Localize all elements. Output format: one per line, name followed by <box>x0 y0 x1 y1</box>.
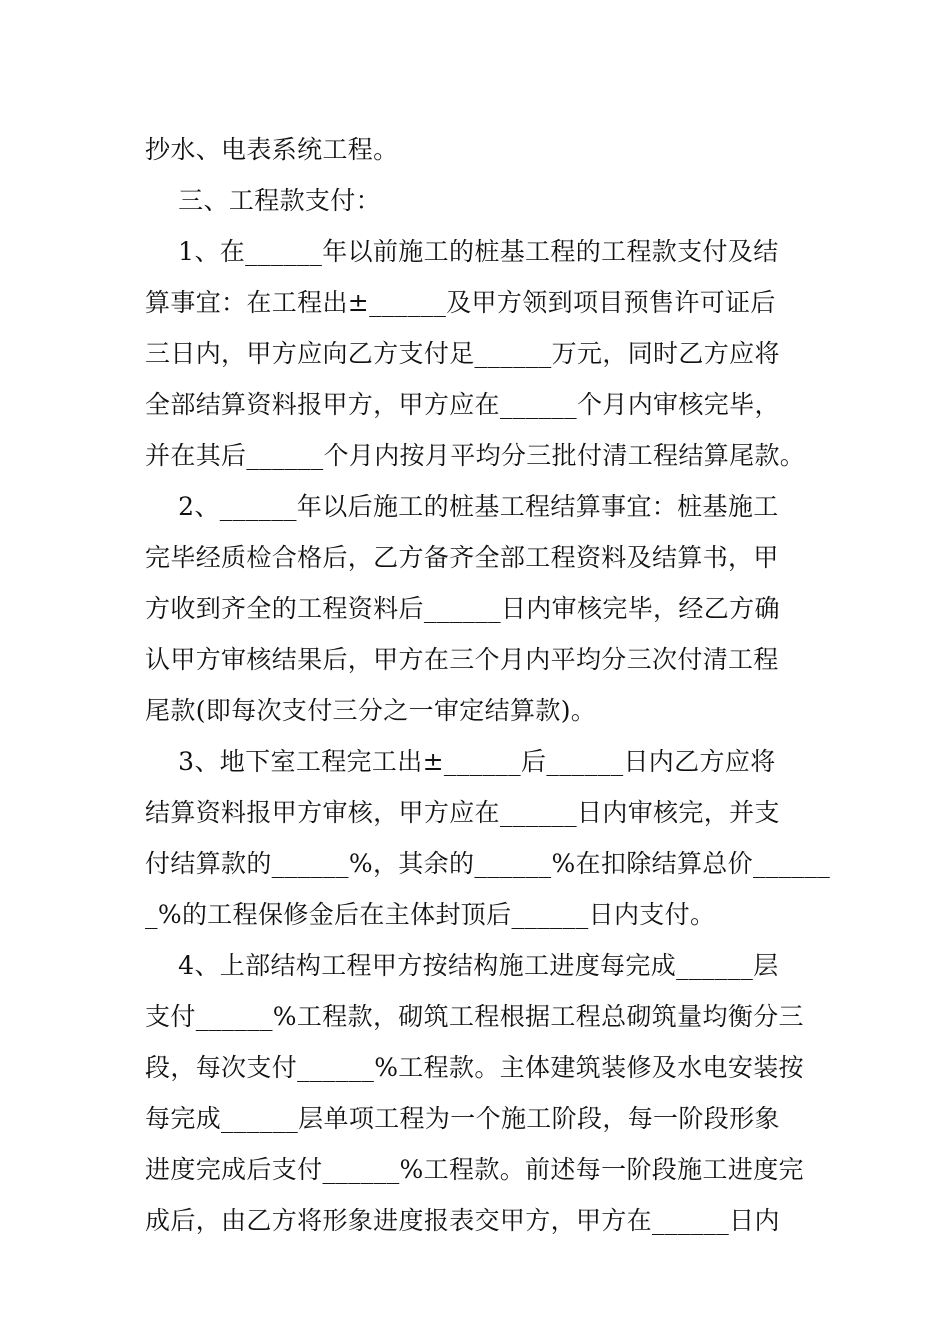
text-line: 认甲方审核结果后，甲方在三个月内平均分三次付清工程 <box>145 645 779 674</box>
text-line: 并在其后______个月内按月平均分三批付清工程结算尾款。 <box>145 441 806 470</box>
text-line: 方收到齐全的工程资料后______日内审核完毕，经乙方确 <box>145 594 780 623</box>
text-line: 结算资料报甲方审核，甲方应在______日内审核完，并支 <box>145 798 780 827</box>
text-line: 成后，由乙方将形象进度报表交甲方，甲方在______日内 <box>145 1206 780 1235</box>
text-line: 1、在______年以前施工的桩基工程的工程款支付及结 <box>145 237 779 266</box>
text-line: 付结算款的______%，其余的______%在扣除结算总价______ <box>145 849 831 878</box>
text-line: 尾款(即每次支付三分之一审定结算款)。 <box>145 696 597 725</box>
text-line: 完毕经质检合格后，乙方备齐全部工程资料及结算书，甲 <box>145 543 779 572</box>
text-line: 算事宜：在工程出±______及甲方领到项目预售许可证后 <box>145 288 776 317</box>
text-line: 三日内，甲方应向乙方支付足______万元，同时乙方应将 <box>145 339 780 368</box>
text-line: 4、上部结构工程甲方按结构施工进度每完成______层 <box>145 951 779 980</box>
section-heading: 三、工程款支付： <box>145 186 381 215</box>
text-line: 每完成______层单项工程为一个施工阶段，每一阶段形象 <box>145 1104 780 1133</box>
text-line: 全部结算资料报甲方，甲方应在______个月内审核完毕， <box>145 390 780 419</box>
text-line: _%的工程保修金后在主体封顶后______日内支付。 <box>145 900 716 929</box>
text-line: 段，每次支付______%工程款。主体建筑装修及水电安装按 <box>145 1053 804 1082</box>
text-line: 支付______%工程款，砌筑工程根据工程总砌筑量均衡分三 <box>145 1002 804 1031</box>
text-line: 2、______年以后施工的桩基工程结算事宜：桩基施工 <box>145 492 779 521</box>
text-line: 进度完成后支付______%工程款。前述每一阶段施工进度完 <box>145 1155 804 1184</box>
text-line: 3、地下室工程完工出±______后______日内乙方应将 <box>145 747 776 776</box>
text-line: 抄水、电表系统工程。 <box>145 135 399 164</box>
